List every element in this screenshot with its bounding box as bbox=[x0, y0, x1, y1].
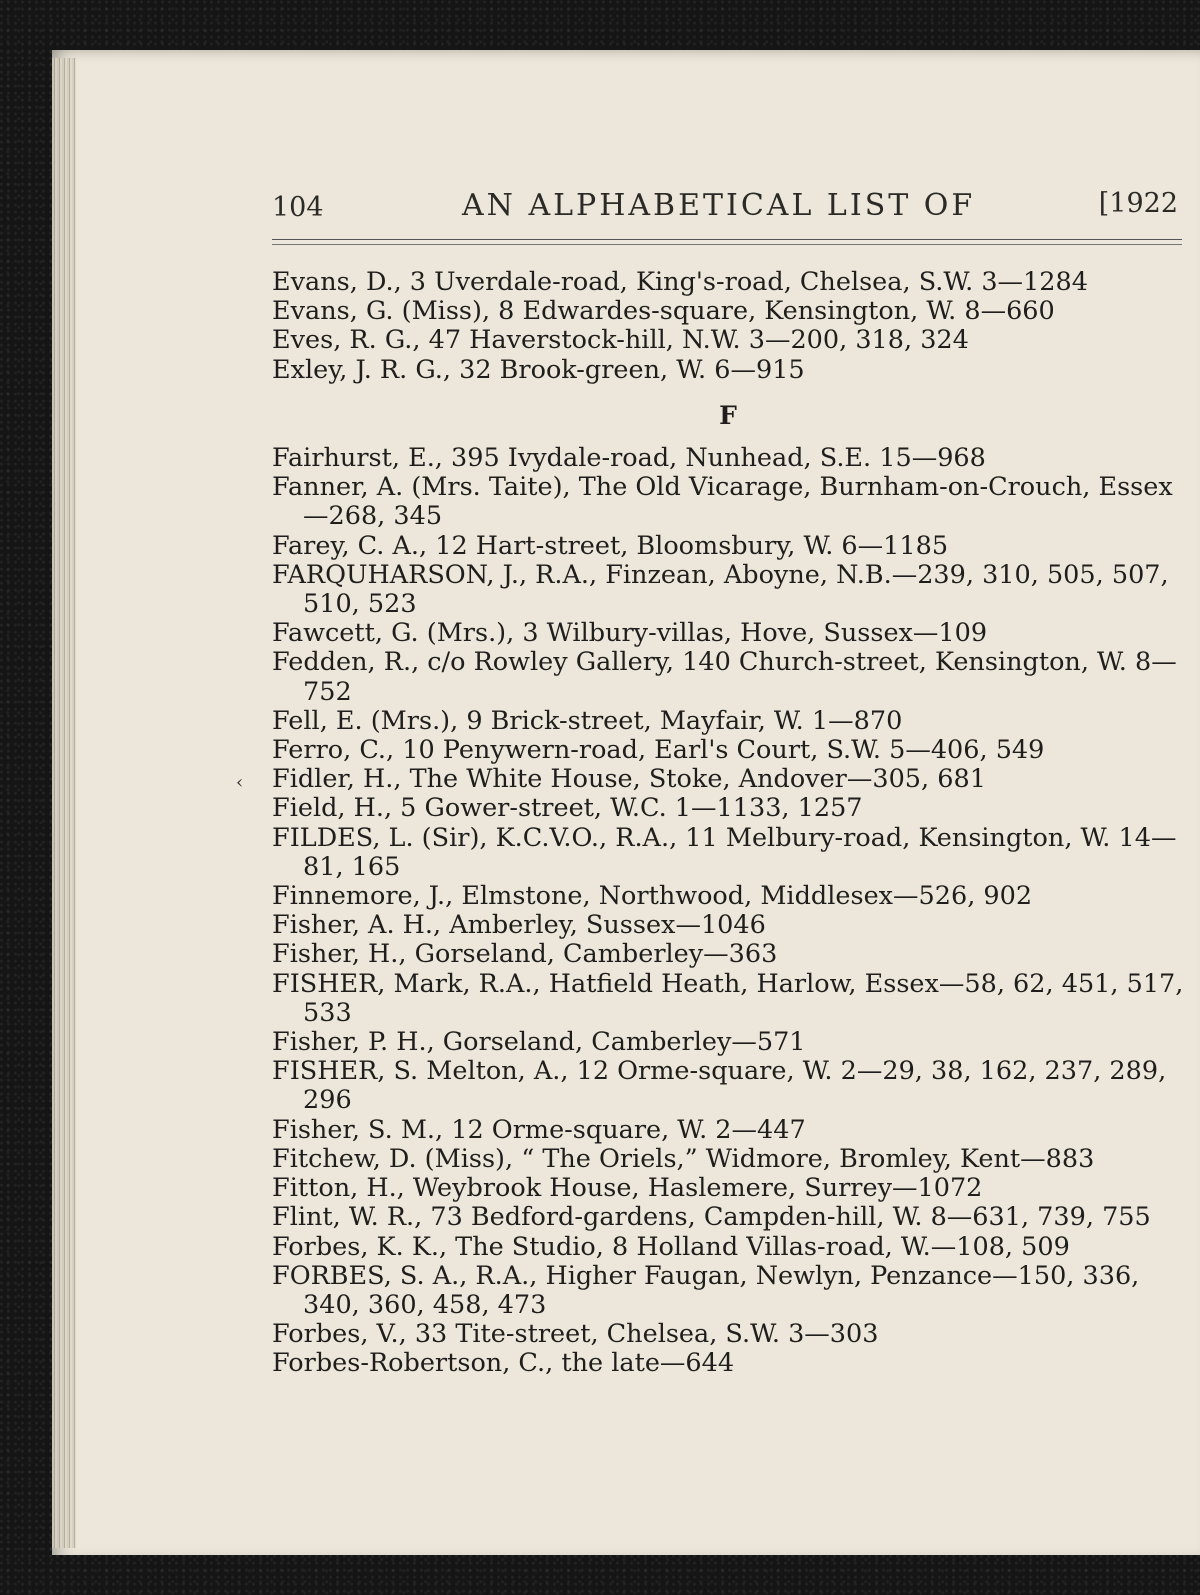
list-item: Fawcett, G. (Mrs.), 3 Wilbury-villas, Hove, Sussex—109 bbox=[272, 618, 988, 649]
list-item: Fell, E. (Mrs.), 9 Brick-street, Mayfair, W. 1—870 bbox=[272, 705, 903, 736]
page-title: AN ALPHABETICAL LIST OF bbox=[462, 188, 976, 223]
list-item: Fisher, A. H., Amberley, Sussex—1046 bbox=[272, 910, 766, 941]
list-item: FILDES, L. (Sir), K.C.V.O., R.A., 11 Melbury-road, Kensington, W. 14—81, 165 bbox=[272, 822, 1177, 882]
list-item: FISHER, Mark, R.A., Hatfield Heath, Harlow, Essex—58, 62, 451, 517, 533 bbox=[272, 968, 1184, 1028]
entry-list bbox=[272, 268, 1184, 1379]
list-item: Exley, J. R. G., 32 Brook-green, W. 6—915 bbox=[272, 354, 805, 385]
list-item: Flint, W. R., 73 Bedford-gardens, Campden-hill, W. 8—631, 739, 755 bbox=[272, 1202, 1151, 1233]
list-item: Ferro, C., 10 Penywern-road, Earl's Court, S.W. 5—406, 549 bbox=[272, 735, 1045, 766]
list-item: Fisher, P. H., Gorseland, Camberley—571 bbox=[272, 1027, 806, 1058]
list-item: FARQUHARSON, J., R.A., Finzean, Aboyne, N.B.—239, 310, 505, 507, 510, 523 bbox=[272, 559, 1169, 620]
list-item: Eves, R. G., 47 Haverstock-hill, N.W. 3—200, 318, 324 bbox=[272, 325, 969, 356]
list-item: Forbes, K. K., The Studio, 8 Holland Villas-road, W.—108, 509 bbox=[272, 1231, 1070, 1262]
header-rule-thin bbox=[272, 244, 1182, 245]
list-item: Fisher, H., Gorseland, Camberley—363 bbox=[272, 939, 778, 970]
section-heading: F bbox=[719, 400, 737, 430]
list-item: Farey, C. A., 12 Hart-street, Bloomsbury, W. 6—1185 bbox=[272, 530, 949, 561]
list-item: Field, H., 5 Gower-street, W.C. 1—1133, 1257 bbox=[272, 793, 863, 824]
list-item: Forbes-Robertson, C., the late—644 bbox=[272, 1348, 735, 1379]
list-item: Fitchew, D. (Miss), “ The Oriels,” Widmore, Bromley, Kent—883 bbox=[272, 1143, 1095, 1174]
header-rule bbox=[272, 239, 1182, 240]
margin-mark: ‹ bbox=[236, 772, 244, 793]
list-item: Fedden, R., c/o Rowley Gallery, 140 Church-street, Kensington, W. 8—752 bbox=[272, 647, 1177, 707]
list-item: Evans, D., 3 Uverdale-road, King's-road, Chelsea, S.W. 3—1284 bbox=[272, 267, 1088, 297]
running-head bbox=[272, 188, 1192, 232]
list-item: FORBES, S. A., R.A., Higher Faugan, Newlyn, Penzance—150, 336, 340, 360, 458, 473 bbox=[272, 1260, 1140, 1320]
list-item: Fanner, A. (Mrs. Taite), The Old Vicarage, Burnham-on-Crouch, Essex—268, 345 bbox=[272, 472, 1173, 532]
list-item: Fairhurst, E., 395 Ivydale-road, Nunhead, S.E. 15—968 bbox=[272, 443, 986, 474]
list-item: Fisher, S. M., 12 Orme-square, W. 2—447 bbox=[272, 1114, 806, 1145]
list-item: Fitton, H., Weybrook House, Haslemere, Surrey—1072 bbox=[272, 1173, 983, 1204]
header-year: [1922 bbox=[1098, 188, 1178, 219]
list-item: Finnemore, J., Elmstone, Northwood, Middlesex—526, 902 bbox=[272, 881, 1033, 912]
list-item: Fidler, H., The White House, Stoke, Andover—305, 681 bbox=[272, 764, 986, 795]
list-item: Evans, G. (Miss), 8 Edwardes-square, Kensington, W. 8—660 bbox=[272, 296, 1055, 327]
page-edges bbox=[52, 58, 76, 1548]
page-number: 104 bbox=[272, 192, 324, 223]
list-item: FISHER, S. Melton, A., 12 Orme-square, W. 2—29, 38, 162, 237, 289, 296 bbox=[272, 1056, 1167, 1116]
list-item: Forbes, V., 33 Tite-street, Chelsea, S.W. 3—303 bbox=[272, 1319, 879, 1350]
